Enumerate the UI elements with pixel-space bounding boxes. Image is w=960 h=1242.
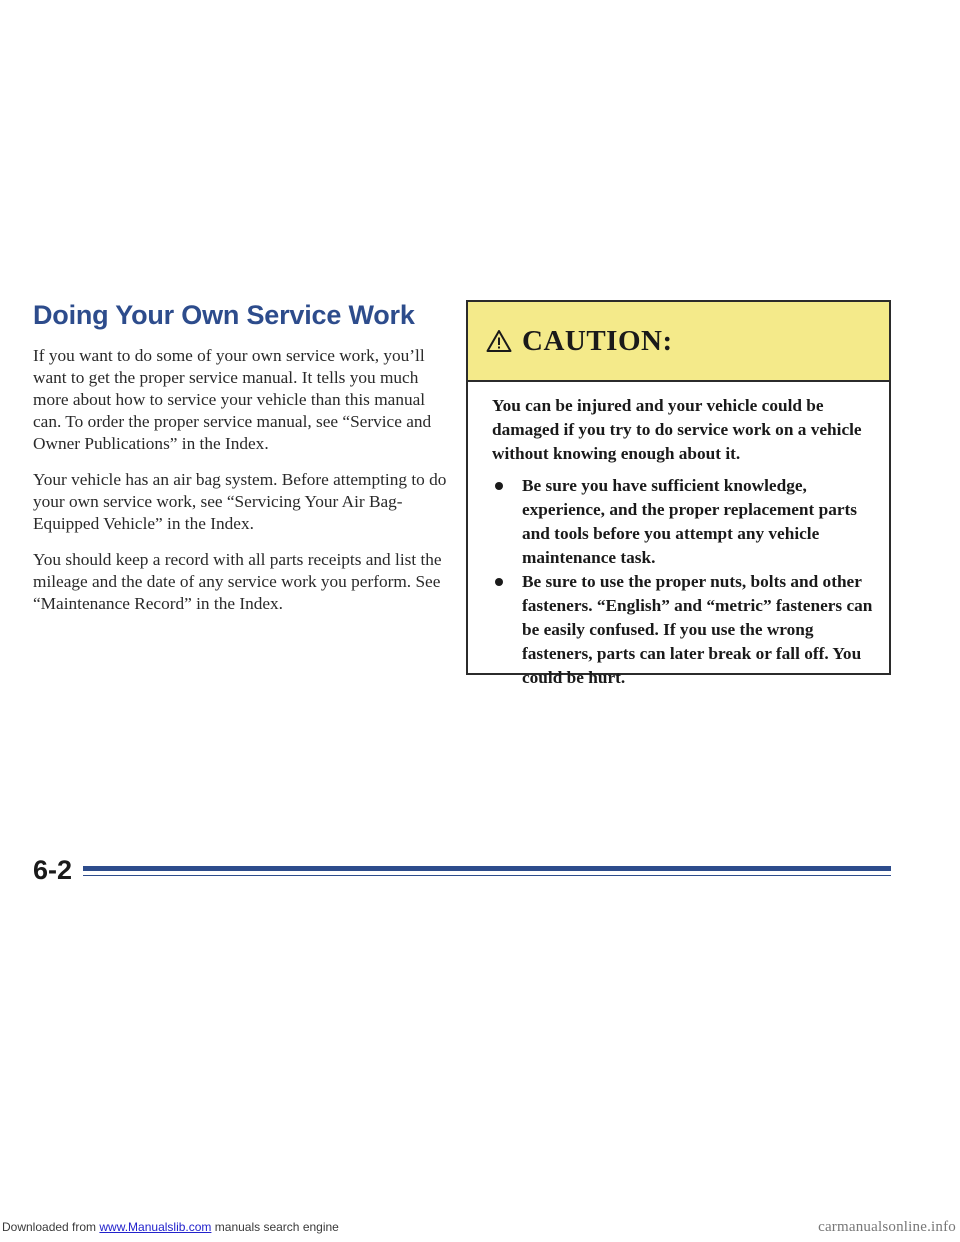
caution-body	[468, 382, 889, 690]
bullet-text: Be sure you have sufficient knowledge, experience, and the proper replacement parts and tools before you attempt any vehicle maintenance task.	[522, 476, 858, 567]
watermark-suffix: manuals search engine	[211, 1220, 339, 1234]
bullet-icon	[495, 482, 503, 490]
paragraph-air-bag: Your vehicle has an air bag system. Before attempting to do your own service work, see “Servicing Your Air Bag-Equipped Vehicle” in the Index.	[33, 470, 447, 533]
caution-box	[466, 300, 891, 687]
list-item	[492, 474, 873, 570]
paragraph-maintenance-record: You should keep a record with all parts receipts and list the mileage and the date of any service work you perform. See “Maintenance Record” in the Index.	[33, 550, 442, 613]
body-text	[33, 345, 453, 629]
bullet-icon	[495, 578, 503, 586]
caution-header	[468, 302, 889, 382]
watermark-prefix: Downloaded from	[2, 1220, 100, 1234]
carmanualsonline-watermark: carmanualsonline.info	[818, 1218, 956, 1235]
footer-rule-thick	[83, 866, 891, 871]
watermark-text	[0, 1220, 339, 1234]
list-item	[492, 570, 873, 690]
bullet-text: Be sure to use the proper nuts, bolts and other fasteners. “English” and “metric” fasteners can be easily confused. If you use the wrong fasteners, parts can later break or fall off. You could be hurt.	[522, 572, 873, 687]
manualslib-link[interactable]: www.Manualslib.com	[99, 1220, 212, 1234]
paragraph-service-manual: If you want to do some of your own service work, you’ll want to get the proper service manual. It tells you much more about how to service your vehicle than this manual can. To order the proper service manual, see “Service and Owner Publications” in the Index.	[33, 346, 432, 453]
caution-intro: You can be injured and your vehicle could be damaged if you try to do service work on a vehicle without knowing enough about it.	[492, 396, 862, 463]
section-title: Doing Your Own Service Work	[33, 300, 415, 330]
page-number: 6-2	[33, 855, 73, 885]
caution-label: CAUTION:	[522, 324, 673, 357]
warning-triangle-icon	[486, 329, 512, 353]
caution-bullet-list	[492, 474, 873, 690]
footer-rule-thin	[83, 875, 891, 876]
download-watermark	[0, 1212, 960, 1242]
